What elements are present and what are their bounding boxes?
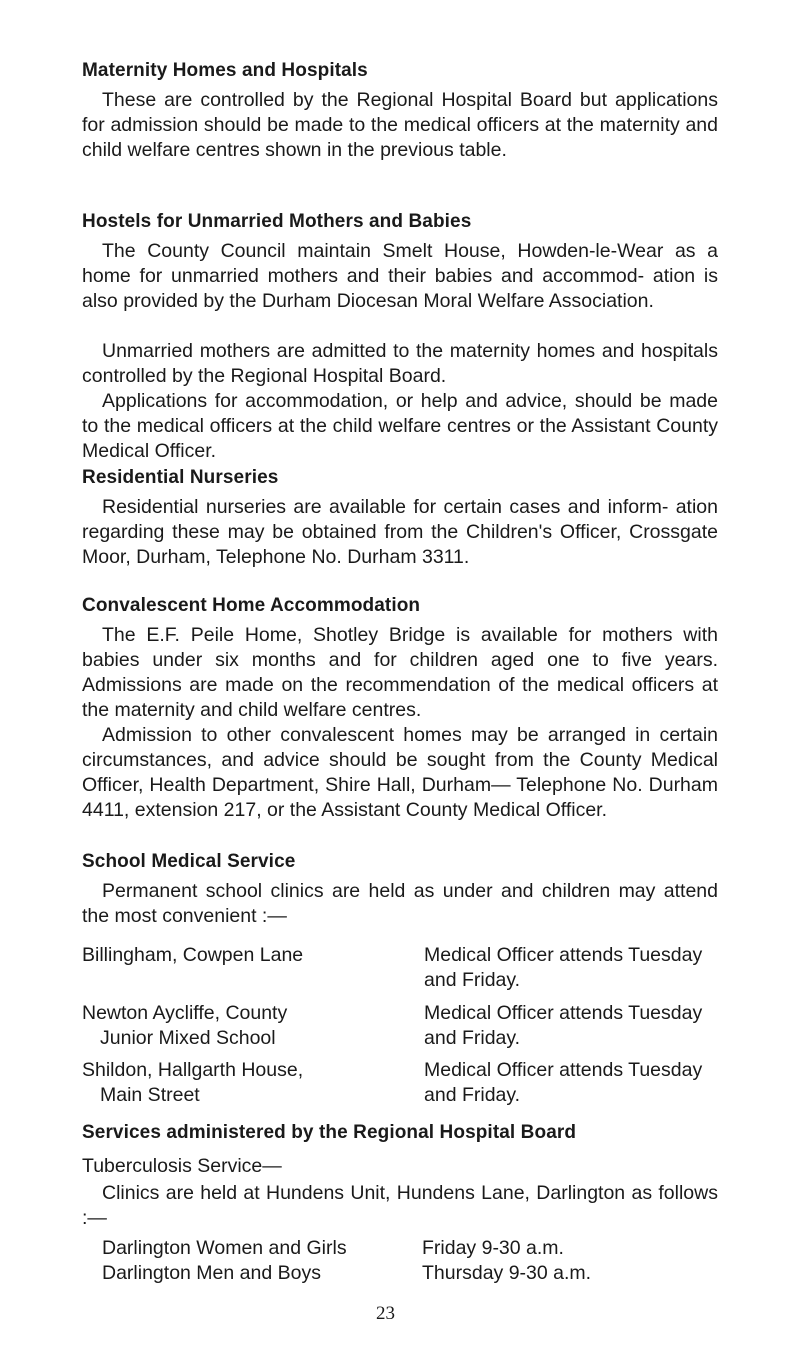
school-paragraph: Permanent school clinics are held as under and children may attend the most convenient :—: [82, 880, 718, 927]
clinic-note-2: [424, 1001, 724, 1051]
clinic-note-line: and Friday.: [424, 969, 521, 991]
hostels-paragraph-2: Unmarried mothers are admitted to the maternity homes and hospitals controlled by the Regional Hospital Board.: [82, 340, 718, 387]
schedule-time: Thursday 9-30 a.m.: [422, 1262, 592, 1284]
clinic-note-line: Medical Officer attends Tuesday: [424, 944, 703, 966]
schedule-time: Friday 9-30 a.m.: [422, 1237, 564, 1259]
clinic-place-line: Billingham, Cowpen Lane: [82, 944, 304, 966]
clinic-note-line: and Friday.: [424, 1084, 521, 1106]
clinic-place-2: [82, 1001, 382, 1051]
clinic-note-line: Medical Officer attends Tuesday: [424, 1002, 703, 1024]
regional-paragraph: Clinics are held at Hundens Unit, Hundens Lane, Darlington as follows :—: [82, 1182, 718, 1229]
clinic-place-1: [82, 943, 382, 968]
clinic-note-line: and Friday.: [424, 1027, 521, 1049]
maternity-heading: Maternity Homes and Hospitals: [82, 60, 368, 81]
clinic-note-1: [424, 943, 724, 993]
convalescent-paragraph-1: The E.F. Peile Home, Shotley Bridge is available for mothers with babies under six months and for children aged one to five years. Admissions are made on the recommendation of the medical officers at the maternity and child welfare centres.: [82, 624, 718, 721]
page-number: 23: [376, 1303, 395, 1324]
clinic-place-line: Junior Mixed School: [100, 1027, 276, 1049]
clinic-place-3: [82, 1058, 382, 1108]
hostels-paragraph-3: Applications for accommodation, or help and advice, should be made to the medical officers at the child welfare centres or the Assistant County Medical Officer.: [82, 390, 718, 462]
schedule-group: Darlington Men and Boys: [102, 1262, 321, 1284]
schedule-group: Darlington Women and Girls: [102, 1237, 347, 1259]
nurseries-heading: Residential Nurseries: [82, 467, 279, 488]
tuberculosis-subheading: Tuberculosis Service—: [82, 1155, 282, 1177]
clinic-place-line: Shildon, Hallgarth House,: [82, 1059, 304, 1081]
hostels-heading: Hostels for Unmarried Mothers and Babies: [82, 211, 472, 232]
school-heading: School Medical Service: [82, 851, 296, 872]
clinic-note-line: Medical Officer attends Tuesday: [424, 1059, 703, 1081]
clinic-place-line: Newton Aycliffe, County: [82, 1002, 288, 1024]
regional-heading: Services administered by the Regional Hospital Board: [82, 1122, 577, 1143]
nurseries-paragraph: Residential nurseries are available for certain cases and inform- ation regarding these may be obtained from the Children's Officer, Crossgate Moor, Durham, Telephone No. Durham 3311.: [82, 496, 718, 568]
clinic-note-3: [424, 1058, 724, 1108]
hostels-paragraph-1: The County Council maintain Smelt House, Howden-le-Wear as a home for unmarried mothers and their babies and accommod- ation is also provided by the Durham Diocesan Moral Welfare Association.: [82, 240, 718, 312]
maternity-paragraph: These are controlled by the Regional Hospital Board but applications for admission should be made to the medical officers at the maternity and child welfare centres shown in the previous table.: [82, 89, 718, 161]
convalescent-paragraph-2: Admission to other convalescent homes may be arranged in certain circumstances, and advice should be sought from the County Medical Officer, Health Department, Shire Hall, Durham— Telephone No. Durham 4411, extension 217, or the Assistant County Medical Officer.: [82, 724, 718, 821]
clinic-place-line: Main Street: [100, 1084, 200, 1106]
convalescent-heading: Convalescent Home Accommodation: [82, 595, 421, 616]
